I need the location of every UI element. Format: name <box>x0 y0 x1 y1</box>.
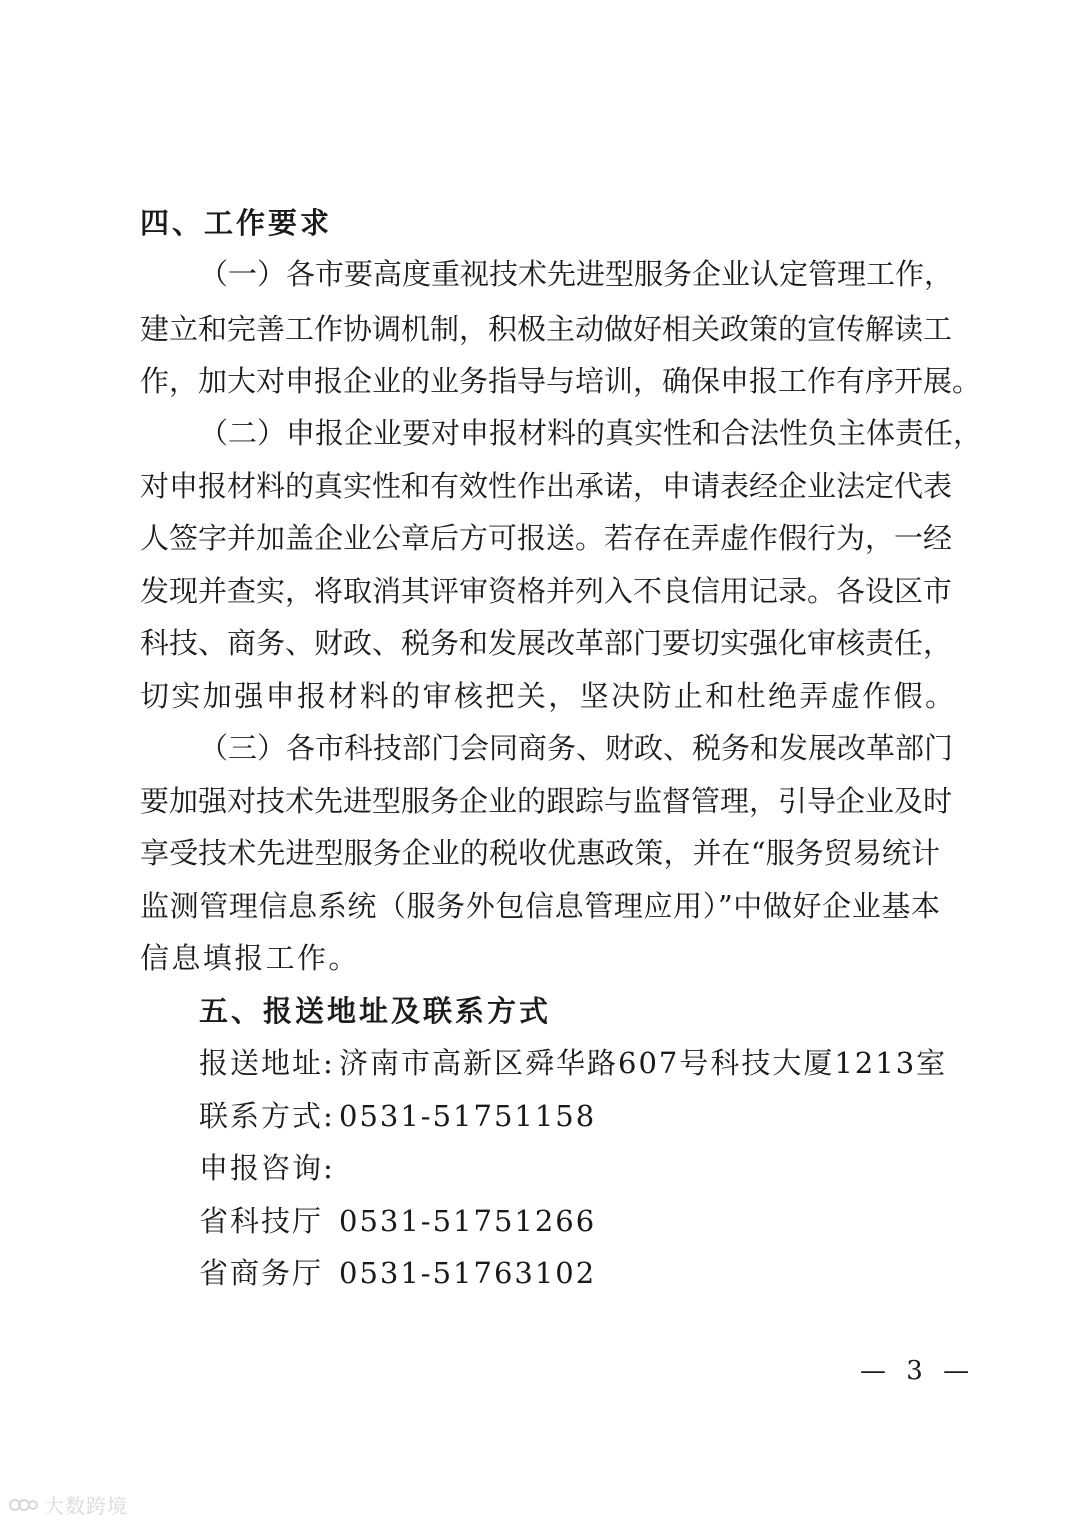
inquiry-label: 申报咨询: <box>199 1151 335 1185</box>
inquiry-row <box>199 1148 339 1188</box>
page-number: — 3 — <box>860 1356 976 1386</box>
paragraph-2-line-2: 对申报材料的真实性和有效性作出承诺，申请表经企业法定代表 <box>140 469 953 503</box>
paragraph-1-line-3: 作，加大对申报企业的业务指导与培训，确保申报工作有序开展。 <box>140 364 982 398</box>
paragraph-3-line-1: （三）各市科技部门会同商务、财政、税务和发展改革部门 <box>199 731 954 765</box>
dept2-label: 省商务厅 <box>199 1256 324 1290</box>
contact-phone: 0531-51751158 <box>339 1099 597 1133</box>
watermark-logo-icon <box>8 1494 38 1516</box>
section-heading-work-requirements: 四、工作要求 <box>140 206 333 240</box>
paragraph-3-line-2: 要加强对技术先进型服务企业的跟踪与监督管理，引导企业及时 <box>140 784 953 818</box>
paragraph-3-line-4: 监测管理信息系统（服务外包信息管理应用）”中做好企业基本 <box>140 889 940 923</box>
paragraph-2-line-5: 科技、商务、财政、税务和发展改革部门要切实强化审核责任， <box>140 626 953 660</box>
dept1-phone: 0531-51751266 <box>339 1204 597 1238</box>
paragraph-1-line-2: 建立和完善工作协调机制，积极主动做好相关政策的宣传解读工 <box>140 312 953 346</box>
dept2-row <box>199 1253 596 1293</box>
dept1-label: 省科技厅 <box>199 1204 324 1238</box>
address-label: 报送地址: <box>199 1046 335 1080</box>
section-heading-address-contact: 五、报送地址及联系方式 <box>199 994 552 1028</box>
paragraph-2-line-3: 人签字并加盖企业公章后方可报送。若存在弄虚作假行为，一经 <box>140 521 953 555</box>
paragraph-3-line-5: 信息填报工作。 <box>140 941 360 975</box>
watermark <box>8 1490 128 1519</box>
contact-label: 联系方式: <box>199 1099 335 1133</box>
paragraph-3-line-3: 享受技术先进型服务企业的税收优惠政策，并在“服务贸易统计 <box>140 836 940 870</box>
paragraph-2-line-1: （二）申报企业要对申报材料的真实性和合法性负主体责任， <box>199 416 983 450</box>
paragraph-1-line-1: （一）各市要高度重视技术先进型服务企业认定管理工作， <box>199 257 954 291</box>
dept2-phone: 0531-51763102 <box>339 1256 597 1290</box>
dept1-row <box>199 1201 596 1241</box>
paragraph-2-line-4: 发现并查实，将取消其评审资格并列入不良信用记录。各设区市 <box>140 574 953 608</box>
address-value: 济南市高新区舜华路607号科技大厦1213室 <box>339 1046 948 1080</box>
address-row <box>199 1043 947 1083</box>
watermark-text: 大数跨境 <box>44 1494 128 1518</box>
paragraph-2-line-6: 切实加强申报材料的审核把关，坚决防止和杜绝弄虚作假。 <box>140 679 957 713</box>
contact-row <box>199 1096 596 1136</box>
